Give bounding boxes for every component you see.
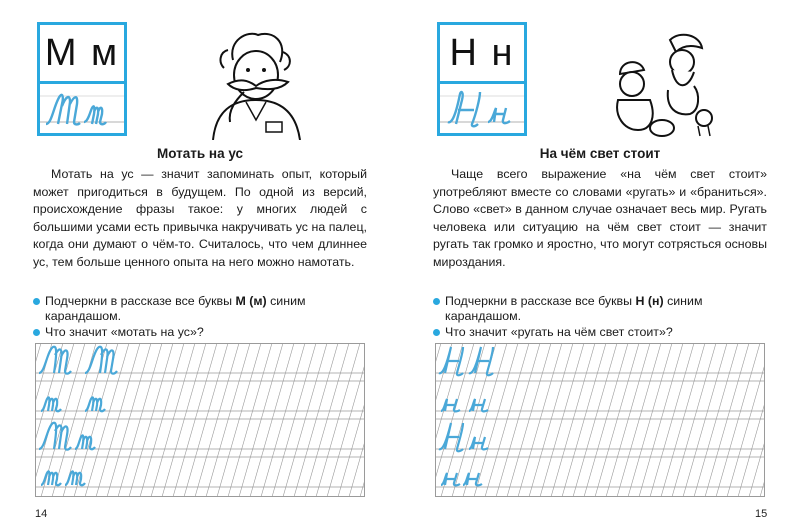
grid-slant-line	[228, 343, 272, 497]
cursive-letter-n	[440, 84, 524, 133]
man-with-mustache-illustration	[188, 30, 318, 140]
grid-slant-line	[435, 343, 452, 497]
grid-slant-line	[173, 343, 217, 497]
bullet-icon	[33, 298, 40, 305]
grid-slant-line	[107, 343, 151, 497]
grid-slant-line	[496, 343, 540, 497]
grid-slant-line	[617, 343, 661, 497]
grid-slant-line	[705, 343, 749, 497]
handwriting-practice-grid	[435, 343, 765, 497]
grid-slant-line	[338, 343, 365, 497]
grid-slant-line	[551, 343, 595, 497]
grid-slant-line	[327, 343, 365, 497]
grid-slant-line	[96, 343, 140, 497]
grid-slant-line	[474, 343, 518, 497]
grid-slant-line	[507, 343, 551, 497]
grid-slant-line	[162, 343, 206, 497]
grid-slant-line	[250, 343, 294, 497]
bullet-icon	[433, 298, 440, 305]
grid-slant-line	[749, 343, 765, 497]
grid-slant-line	[217, 343, 261, 497]
letter-print-n: Н н	[440, 25, 524, 84]
page-number: 14	[35, 508, 48, 520]
task-underline-letters: Подчеркни в рассказе все буквы М (м) синим карандашом.	[33, 294, 367, 324]
grid-slant-line	[683, 343, 727, 497]
grid-slant-line	[738, 343, 765, 497]
grid-slant-line	[650, 343, 694, 497]
grid-slant-line	[672, 343, 716, 497]
letter-card-n	[437, 22, 527, 136]
story-paragraph: Чаще всего выражение «на чём свет стоит» употребляют вместе со словами «ругать» и «браниться». Слово «свет» в данном случае означает весь мир. Ругать человека или ситуацию на чём свет стоит — значит ругать так громко и яростно, что могут сотрясться основы мироздания.	[433, 167, 767, 269]
grid-slant-line	[283, 343, 327, 497]
grid-slant-line	[628, 343, 672, 497]
grid-slant-line	[595, 343, 639, 497]
handwriting-practice-grid	[35, 343, 365, 497]
grid-slant-line	[694, 343, 738, 497]
letter-print-m: М м	[40, 25, 124, 84]
grid-slant-line	[129, 343, 173, 497]
cursive-samples-n	[439, 347, 493, 485]
grid-slant-line	[272, 343, 316, 497]
right-page	[400, 0, 800, 531]
grid-slant-line	[727, 343, 765, 497]
grid-slant-line	[261, 343, 305, 497]
grid-slant-line	[349, 343, 365, 497]
grid-slant-line	[151, 343, 195, 497]
gnomes-illustration	[590, 30, 720, 140]
grid-slant-line	[140, 343, 184, 497]
grid-slant-line	[562, 343, 606, 497]
page-number: 15	[755, 508, 768, 520]
grid-slant-line	[206, 343, 250, 497]
story-paragraph: Мотать на ус — значит запоминать опыт, который может пригодиться в будущем. По одной из версий, происхождение фразы такое: у многих людей с большими усами есть привычка накручивать ус на палец, когда они думают о чём-то. Считалось, что чем длиннее ус, тем больше ценного опыта на него можно намотать.	[33, 167, 367, 269]
grid-slant-line	[540, 343, 584, 497]
letter-card-m	[37, 22, 127, 136]
grid-slant-line	[606, 343, 650, 497]
grid-slant-line	[529, 343, 573, 497]
grid-slant-line	[316, 343, 360, 497]
cursive-letter-m	[40, 84, 124, 133]
bullet-icon	[33, 329, 40, 336]
story-title: На чём свет стоит	[539, 146, 661, 161]
grid-slant-line	[485, 343, 529, 497]
grid-slant-line	[584, 343, 628, 497]
grid-slant-line	[518, 343, 562, 497]
story-title: Мотать на ус	[156, 146, 244, 161]
task-question: Что значит «ругать на чём свет стоит»?	[433, 325, 767, 340]
grid-slant-line	[118, 343, 162, 497]
grid-slant-line	[184, 343, 228, 497]
grid-slant-line	[239, 343, 283, 497]
grid-slant-line	[195, 343, 239, 497]
grid-slant-line	[305, 343, 349, 497]
task-underline-letters: Подчеркни в рассказе все буквы Н (н) синим карандашом.	[433, 294, 767, 324]
grid-slant-line	[661, 343, 705, 497]
grid-slant-line	[573, 343, 617, 497]
grid-slant-line	[639, 343, 683, 497]
grid-slant-line	[716, 343, 760, 497]
bullet-icon	[433, 329, 440, 336]
grid-slant-line	[294, 343, 338, 497]
task-question: Что значит «мотать на ус»?	[33, 325, 367, 340]
